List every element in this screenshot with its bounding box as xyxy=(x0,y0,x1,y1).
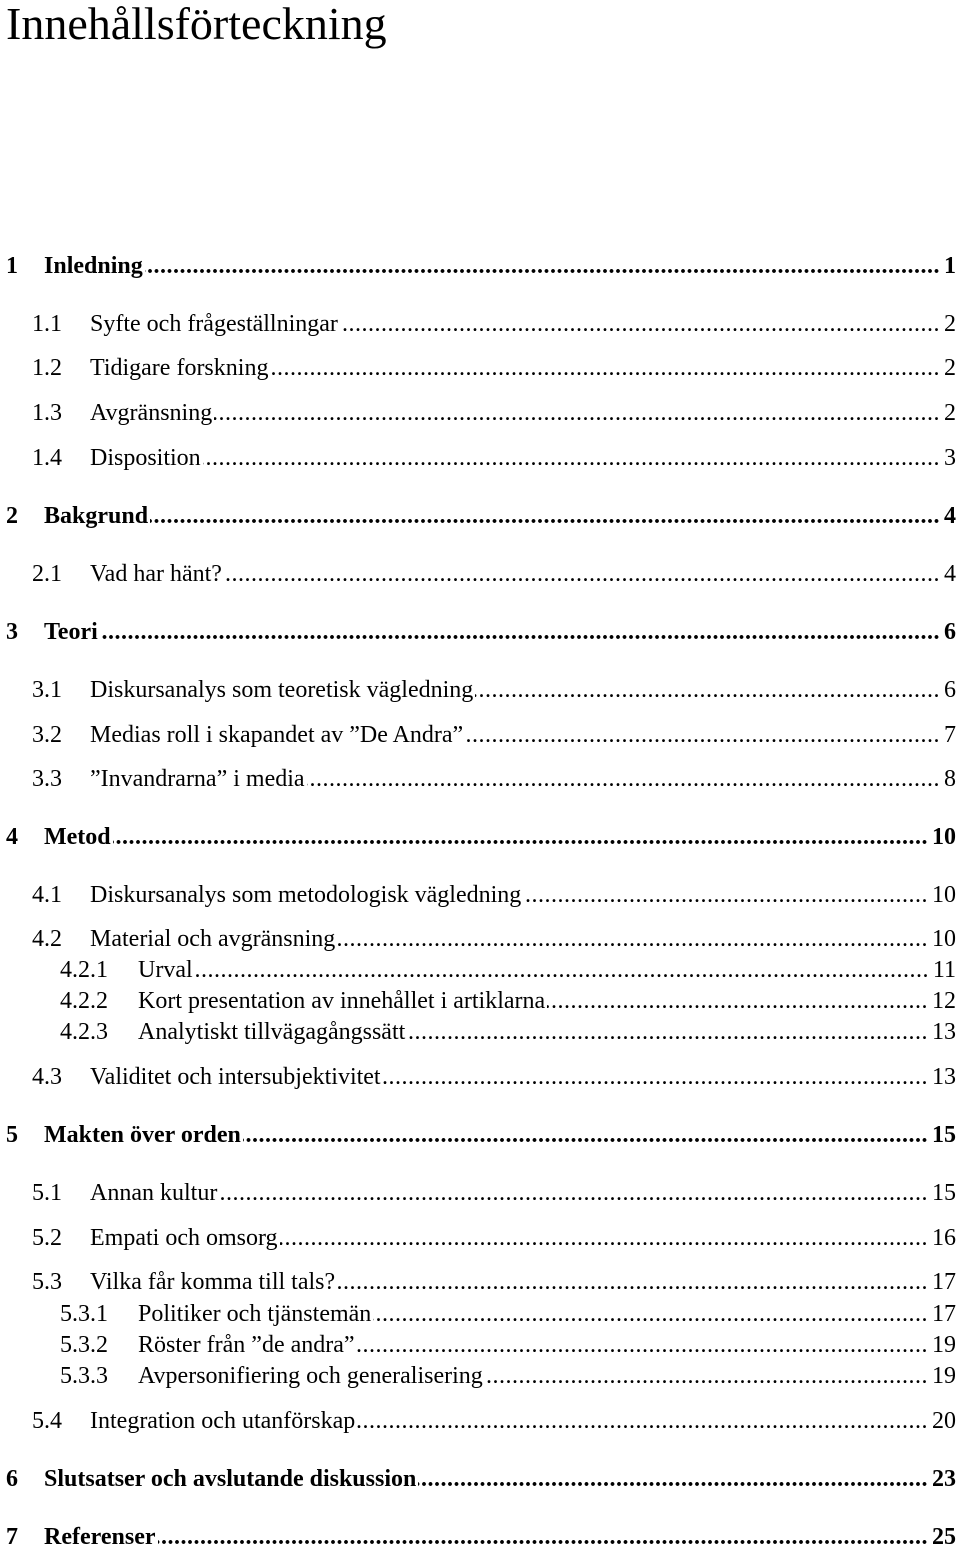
toc-dot-leader xyxy=(373,1297,928,1331)
toc-entry-number: 4.2.1 xyxy=(60,957,108,983)
toc-dot-leader xyxy=(214,396,940,430)
toc-entry-title: Integration och utanförskap xyxy=(90,1408,356,1434)
toc-entry-page: 6 xyxy=(944,677,956,703)
toc-dot-leader xyxy=(158,1520,928,1554)
toc-entry-number: 1.2 xyxy=(32,355,62,381)
toc-entry-number: 1.1 xyxy=(32,311,62,337)
toc-entry[interactable] xyxy=(0,1015,960,1049)
toc-dot-leader xyxy=(307,762,940,796)
toc-entry-page: 19 xyxy=(932,1363,956,1389)
toc-entry-title: Medias roll i skapandet av ”De Andra” xyxy=(90,722,464,748)
toc-entry[interactable] xyxy=(0,396,960,430)
toc-entry-title: Validitet och intersubjektivitet xyxy=(90,1064,381,1090)
toc-entry-number: 5 xyxy=(6,1122,18,1148)
toc-dot-leader xyxy=(357,1404,928,1438)
toc-entry[interactable] xyxy=(0,499,960,533)
toc-entry-title: Syfte och frågeställningar xyxy=(90,311,338,337)
toc-entry-title: Teori xyxy=(44,619,98,645)
toc-entry[interactable] xyxy=(0,878,960,912)
toc-entry-page: 12 xyxy=(932,988,956,1014)
toc-entry-page: 7 xyxy=(944,722,956,748)
toc-entry[interactable] xyxy=(0,441,960,475)
toc-entry-number: 5.3.2 xyxy=(60,1332,108,1358)
toc-entry-title: Disposition xyxy=(90,445,201,471)
toc-entry-title: Metod xyxy=(44,824,111,850)
toc-entry-page: 10 xyxy=(932,882,956,908)
toc-entry-page: 25 xyxy=(932,1524,956,1550)
toc-entry-page: 15 xyxy=(932,1180,956,1206)
toc-entry-title: Makten över orden xyxy=(44,1122,241,1148)
toc-entry[interactable] xyxy=(0,1118,960,1152)
toc-entry-title: Bakgrund xyxy=(44,503,149,529)
toc-entry-number: 2.1 xyxy=(32,561,62,587)
toc-entry[interactable] xyxy=(0,718,960,752)
toc-entry-title: ”Invandrarna” i media xyxy=(90,766,305,792)
toc-dot-leader xyxy=(337,922,928,956)
toc-entry-title: Analytiskt tillvägagångssätt xyxy=(138,1019,406,1045)
toc-entry-number: 4.2 xyxy=(32,926,62,952)
toc-entry-number: 3.3 xyxy=(32,766,62,792)
toc-entry[interactable] xyxy=(0,1221,960,1255)
toc-dot-leader xyxy=(465,718,940,752)
toc-entry[interactable] xyxy=(0,1404,960,1438)
toc-entry[interactable] xyxy=(0,1462,960,1496)
toc-entry[interactable] xyxy=(0,1176,960,1210)
toc-dot-leader xyxy=(243,1118,928,1152)
toc-entry-number: 3.1 xyxy=(32,677,62,703)
toc-dot-leader xyxy=(280,1221,928,1255)
toc-dot-leader xyxy=(485,1359,928,1393)
toc-entry-page: 16 xyxy=(932,1225,956,1251)
toc-entry-page: 2 xyxy=(944,311,956,337)
toc-entry-number: 5.3.3 xyxy=(60,1363,108,1389)
toc-entry-number: 1 xyxy=(6,253,18,279)
toc-entry-number: 2 xyxy=(6,503,18,529)
toc-entry-page: 20 xyxy=(932,1408,956,1434)
toc-dot-leader xyxy=(337,1265,928,1299)
toc-entry-page: 17 xyxy=(932,1269,956,1295)
toc-entry-page: 10 xyxy=(932,824,956,850)
toc-entry-number: 4.1 xyxy=(32,882,62,908)
toc-entry-page: 2 xyxy=(944,400,956,426)
toc-entry-number: 5.1 xyxy=(32,1180,62,1206)
toc-entry[interactable] xyxy=(0,820,960,854)
toc-entry[interactable] xyxy=(0,762,960,796)
toc-entry[interactable] xyxy=(0,984,960,1018)
toc-entry-page: 6 xyxy=(944,619,956,645)
toc-entry-number: 1.3 xyxy=(32,400,62,426)
toc-entry[interactable] xyxy=(0,1520,960,1554)
toc-entry-title: Diskursanalys som teoretisk vägledning xyxy=(90,677,474,703)
toc-dot-leader xyxy=(113,820,928,854)
toc-dot-leader xyxy=(100,615,940,649)
toc-entry-title: Empati och omsorg xyxy=(90,1225,278,1251)
toc-dot-leader xyxy=(145,249,940,283)
toc-entry-title: Urval xyxy=(138,957,193,983)
toc-entry[interactable] xyxy=(0,307,960,341)
toc-entry-title: Slutsatser och avslutande diskussion xyxy=(44,1466,417,1492)
toc-entry-page: 2 xyxy=(944,355,956,381)
toc-entry-number: 3 xyxy=(6,619,18,645)
toc-dot-leader xyxy=(224,557,940,591)
toc-entry-page: 17 xyxy=(932,1301,956,1327)
toc-entry[interactable] xyxy=(0,953,960,987)
toc-entry[interactable] xyxy=(0,351,960,385)
toc-entry-title: Vilka får komma till tals? xyxy=(90,1269,336,1295)
page-title: Innehållsförteckning xyxy=(6,0,387,49)
toc-entry-page: 10 xyxy=(932,926,956,952)
toc-entry-number: 4.2.2 xyxy=(60,988,108,1014)
toc-entry-number: 5.3.1 xyxy=(60,1301,108,1327)
toc-entry-page: 1 xyxy=(944,253,956,279)
toc-dot-leader xyxy=(195,953,929,987)
toc-entry-page: 23 xyxy=(932,1466,956,1492)
toc-entry-number: 1.4 xyxy=(32,445,62,471)
toc-dot-leader xyxy=(203,441,940,475)
toc-entry-number: 6 xyxy=(6,1466,18,1492)
toc-dot-leader xyxy=(475,673,940,707)
toc-dot-leader xyxy=(150,499,940,533)
toc-entry-number: 4.3 xyxy=(32,1064,62,1090)
toc-entry-page: 3 xyxy=(944,445,956,471)
toc-entry-number: 5.4 xyxy=(32,1408,62,1434)
toc-entry-number: 7 xyxy=(6,1524,18,1550)
toc-entry-page: 15 xyxy=(932,1122,956,1148)
toc-entry[interactable] xyxy=(0,1359,960,1393)
toc-entry-page: 13 xyxy=(932,1019,956,1045)
toc-entry[interactable] xyxy=(0,615,960,649)
toc-entry-title: Material och avgränsning xyxy=(90,926,336,952)
toc-entry-title: Kort presentation av innehållet i artiklarna xyxy=(138,988,546,1014)
toc-entry-title: Tidigare forskning xyxy=(90,355,269,381)
toc-dot-leader xyxy=(383,1060,928,1094)
toc-entry-number: 4 xyxy=(6,824,18,850)
toc-entry[interactable] xyxy=(0,1328,960,1362)
toc-entry-page: 11 xyxy=(932,957,956,983)
toc-entry-title: Politiker och tjänstemän xyxy=(138,1301,372,1327)
toc-entry-number: 5.3 xyxy=(32,1269,62,1295)
toc-entry-title: Vad har hänt? xyxy=(90,561,222,587)
toc-entry[interactable] xyxy=(0,673,960,707)
toc-entry[interactable] xyxy=(0,1297,960,1331)
toc-entry-title: Annan kultur xyxy=(90,1180,218,1206)
toc-entry-title: Referenser xyxy=(44,1524,156,1550)
toc-entry-number: 4.2.3 xyxy=(60,1019,108,1045)
toc-dot-leader xyxy=(407,1015,928,1049)
toc-entry-title: Inledning xyxy=(44,253,143,279)
toc-entry-title: Diskursanalys som metodologisk vägledning xyxy=(90,882,522,908)
toc-entry-number: 5.2 xyxy=(32,1225,62,1251)
toc-entry-number: 3.2 xyxy=(32,722,62,748)
toc-dot-leader xyxy=(523,878,928,912)
toc-entry-page: 19 xyxy=(932,1332,956,1358)
toc-entry-title: Röster från ”de andra” xyxy=(138,1332,355,1358)
toc-dot-leader xyxy=(270,351,940,385)
toc-dot-leader xyxy=(547,984,928,1018)
toc-entry-page: 13 xyxy=(932,1064,956,1090)
toc-dot-leader xyxy=(357,1328,928,1362)
toc-entry-page: 4 xyxy=(944,503,956,529)
toc-entry-page: 8 xyxy=(944,766,956,792)
toc-entry-page: 4 xyxy=(944,561,956,587)
toc-dot-leader xyxy=(340,307,940,341)
toc-entry[interactable] xyxy=(0,1060,960,1094)
toc-dot-leader xyxy=(418,1462,928,1496)
toc-entry[interactable] xyxy=(0,1265,960,1299)
toc-entry[interactable] xyxy=(0,922,960,956)
toc-entry[interactable] xyxy=(0,249,960,283)
toc-entry-title: Avpersonifiering och generalisering xyxy=(138,1363,483,1389)
toc-entry-title: Avgränsning xyxy=(90,400,213,426)
toc-entry[interactable] xyxy=(0,557,960,591)
toc-dot-leader xyxy=(219,1176,928,1210)
